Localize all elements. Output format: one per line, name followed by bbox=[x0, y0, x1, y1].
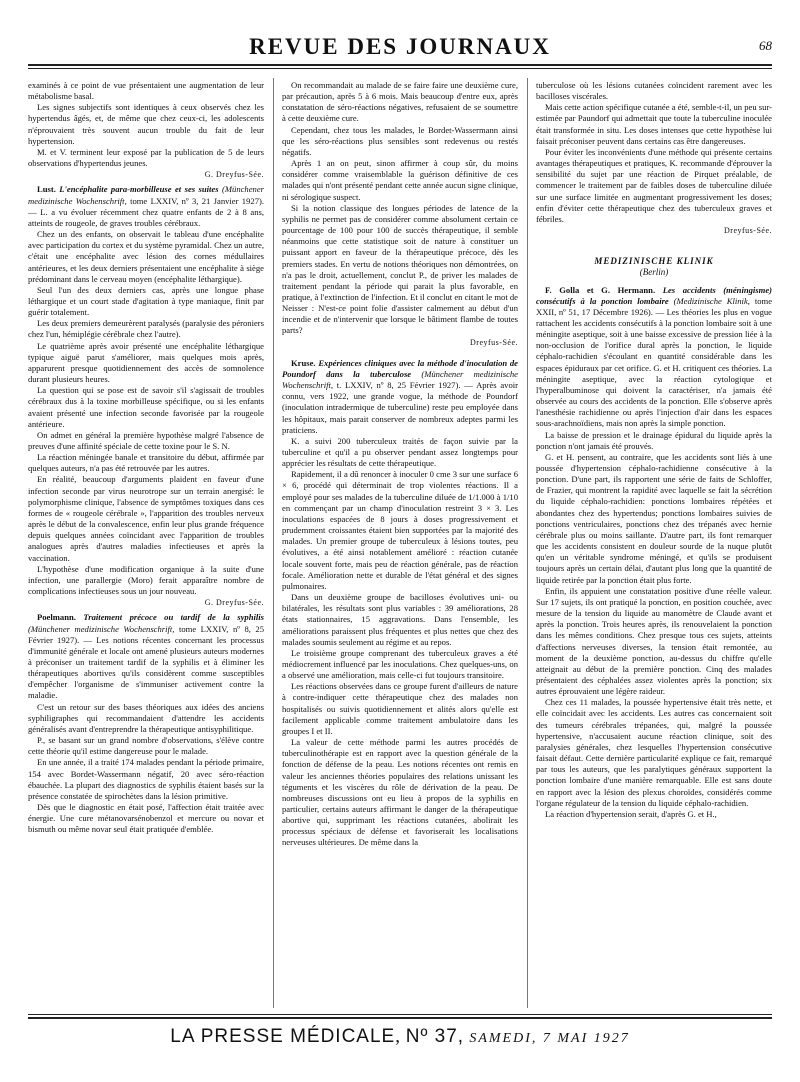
article-journal: (Münchener medizinische Wochenschrift, bbox=[28, 184, 264, 206]
paragraph: M. et V. terminent leur exposé par la publication de 5 de leurs observations d'hypertendus jeunes. bbox=[28, 146, 264, 169]
publication-name: LA PRESSE MÉDICALE bbox=[170, 1026, 396, 1047]
paragraph: Cependant, chez tous les malades, le Bordet-Wassermann ainsi que les séro-réactions plus sensibles sont redevenus ou restés négatifs. bbox=[282, 124, 518, 157]
paragraph: La baisse de pression et le drainage épidural du liquide après la ponction n'ont jamais été prouvés. bbox=[536, 429, 772, 451]
paragraph: Les signes subjectifs sont identiques à ceux observés chez les hypertendus âgés, et, de même que chez ceux-ci, les adolescents n'éprouvaient très souvent aucun trouble du fait de leur hypertension. bbox=[28, 102, 264, 146]
article-title: Expériences cliniques avec la méthode d'inoculation de Poundorf dans la tuberculose bbox=[282, 357, 518, 379]
column-divider bbox=[273, 78, 274, 1008]
footer-rule bbox=[28, 1017, 772, 1019]
column-divider bbox=[527, 78, 528, 1008]
paragraph: tuberculose où les lésions cutanées coïncident rarement avec les bacilloses viscérales. bbox=[536, 80, 772, 102]
paragraph: Le troisième groupe comprenant des tuberculeux graves a été médiocrement influencé par les inoculations. Chez quelques-uns, on a observé une amélioration, mais celle-ci fut toujours transitoire. bbox=[282, 647, 518, 681]
signature: Dreyfus-Sée. bbox=[724, 226, 772, 236]
paragraph: K. a suivi 200 tuberculeux traités de façon suivie par la tuberculine et qu'il a pu observer pendant assez longtemps pour apprécier les résultats de cette thérapeutique. bbox=[282, 435, 518, 469]
article-author: Kruse. bbox=[291, 357, 316, 368]
paragraph: Si la notion classique des longues périodes de latence de la syphilis ne permet pas de considérer comme absolument certain ce pourcentage de 100 pour 100 de succès thérapeutique, il semble néanmoins que cette statistique soit de nature à constituer un puissant apport en faveur de la thérapeutique précoce, dès les premiers stades. En vertu de notions théoriques non démontrées, on n'a pas le droit, actuellement, conclut P., de priver les malades de traitement pendant la période qui parait la plus favorable, en pratique, à l'extinction de l'infection. Et il conclut en citant le mot de Neisser : N'est-ce point folie d'assister calmement au début d'un incendie et de n'intervenir que lorsque le bâtiment flambe de toutes parts? bbox=[282, 202, 518, 336]
paragraph: Dès que le diagnostic en était posé, l'affection était traitée avec énergie. Une cure métanovarsénobenzol et mercure ou novar et bismuth ou même novar seul était pratiquée d'emblée. bbox=[28, 802, 264, 835]
paragraph: Le quatrième après avoir présenté une encéphalite léthargique typique aiguë parut s'améliorer, mais quelques mois après, apparurent presque quotidiennement des accès de somnolence durant plusieurs heures. bbox=[28, 340, 264, 385]
running-header bbox=[28, 34, 772, 64]
signature: Dreyfus-Sée. bbox=[470, 337, 518, 347]
column-2 bbox=[282, 80, 518, 1008]
article-lead bbox=[28, 184, 264, 229]
paragraph: Les deux premiers demeurèrent paralysés (paralysie des péroniers chez l'un, hémiplégie cérébrale chez l'autre). bbox=[28, 318, 264, 340]
article-author: F. Golla et G. Hermann. bbox=[545, 284, 656, 295]
header-rule bbox=[28, 64, 772, 66]
article-lead bbox=[536, 285, 772, 430]
column-3 bbox=[536, 80, 772, 1008]
article-lead bbox=[282, 358, 518, 436]
signature: G. Dreyfus-Sée. bbox=[204, 170, 264, 180]
paragraph: La valeur de cette méthode parmi les autres procédés de tuberculinothérapie est en rapport avec la question générale de la fonction de défense de la peau. Les notions récentes ont remis en valeur les anciennes théories populaires des relations unissant les téguments et les viscères du rôle de dérivation de la peau. De nombreuses discussions ont eu lieu à propos de la syphilis en particulier, certains auteurs affirmant le danger de la thérapeutique abortive qui, supprimant les réactions cutanées, abolirait les processus spéciaux de défense et favoriserait les localisations nerveuses ultérieures. De même dans la bbox=[282, 737, 518, 848]
section-title: MEDIZINISCHE KLINIK bbox=[594, 256, 714, 267]
article-journal: (Medizinische Klinik, bbox=[673, 295, 750, 306]
issue-date: SAMEDI, 7 MAI 1927 bbox=[469, 1031, 630, 1046]
paragraph: Les réactions observées dans ce groupe furent d'ailleurs de nature à contre-indiquer cette thérapeutique chez des malades non hospitalisés ou suivis quotidiennement et alités alors qu'elle est facilement applicable comme traitement ambulatoire dans les groupes I et II. bbox=[282, 681, 518, 736]
spacer bbox=[536, 240, 772, 246]
footer-rule-thin bbox=[28, 1014, 772, 1015]
column-1 bbox=[28, 80, 264, 1008]
article-title: Les accidents (méningisme) consécutifs à la ponction lombaire bbox=[536, 284, 772, 306]
section-subtitle: (Berlin) bbox=[639, 267, 669, 278]
article-journal: (Münchener medizinische Wochenschrift, bbox=[282, 368, 518, 391]
paragraph: Enfin, ils appuient une constatation positive d'une réelle valeur. Sur 17 sujets, ils ont pratiqué la ponction, en position couchée, avec mesure de la tension du liquide au manomètre de Claude avant et après la ponction. Trois heures après, ils renouvelaient la ponction dans les mêmes conditions. Chez presque tous ces sujets, atteints d'affections nerveuses diverses, la tension était remontée, au moment de la deuxième ponction, au-dessus du chiffre qu'elle atteignait au début de la première ponction. Cinq des malades présentaient des céphalées assez violentes après la ponction; six autres éprouvaient une légère raideur. bbox=[536, 585, 772, 697]
paragraph: G. et H. pensent, au contraire, que les accidents sont liés à une poussée d'hypertension céphalo-rachidienne consécutive à la ponction. D'une part, ils rapportent une série de faits de Schloffer, de Frazier, qui montrent la rapidité avec laquelle se fait la sécrétion du liquide céphalo-rachidien: ponctions lombaires répétées et abondantes chez des hypertendus; ponctions lombaires suivies de ponctions ventriculaires, ponctions chez des trépanés avec hernie cérébrale plus ou moins saillante. D'autre part, ils font remarquer que les accidents consistent en douleur sourde de la nuque plutôt qu'en un véritable syndrome méningé, et qu'ils se produisent toujours après un certain délai, d'autant plus long que la quantité de liquide retirée par la ponction était plus forte. bbox=[536, 451, 772, 585]
article-author: Poelmann. bbox=[37, 612, 76, 623]
paragraph: En réalité, beaucoup d'arguments plaident en faveur d'une infection seconde par virus neurotrope sur un terrain anergisé: le polymorphisme clinique, l'absence de symptômes toxiques dans ces formes de « rougeole cérébrale », l'apparition des troubles nerveux après le début de la convalescence, enfin leur plus grande fréquence depuis quelques années coïncidant avec l'apparition de troubles analogues après d'autres maladies infectieuses et après la vaccination. bbox=[28, 474, 264, 563]
paragraph: On admet en général la première hypothèse malgré l'absence de preuves d'une affinité spéciale de cette toxine pour le S. N. bbox=[28, 429, 264, 451]
signature: G. Dreyfus-Sée. bbox=[204, 598, 264, 608]
paragraph: La question qui se pose est de savoir s'il s'agissait de troubles cérébraux dus à la toxine morbilleuse spécifique, ou si les enfants avaient présenté une infection seconde favorisée par la rougeole antérieure. bbox=[28, 385, 264, 429]
paragraph: Chez ces 11 malades, la poussée hypertensive était très nette, et elle coïncidait avec les accidents. Les autres cas concernaient soit des tumeurs cérébrales trépanées, qui, malgré la poussée hypertensive, n'accusaient aucune réaction clinique, soit des paralysies générales, chez lesquelles l'hypertension consécutive faisait défaut. Cette dernière particularité explique ce fait, remarqué par tous les auteurs, que les paralytiques généraux supportent la ponction lombaire d'une manière remarquable. Elle est sans doute en rapport avec la lésion des plexus choroïdes, considérés comme l'organe régulateur de la tension du liquide céphalo-rachidien. bbox=[536, 697, 772, 808]
paragraph: En une année, il a traité 174 malades pendant la période primaire, 154 avec Bordet-Wassermann négatif, 20 avec séro-réaction ébauchée. La plupart des diagnostics de syphilis étaient basés sur la présence constatée de spirochètes dans la lésion primitive. bbox=[28, 757, 264, 801]
paragraph: P., se basant sur un grand nombre d'observations, s'élève contre cette théorie qu'il estime dangereuse pour le malade. bbox=[28, 735, 264, 757]
paragraph: On recommandait au malade de se faire faire une deuxième cure, par précaution, après 5 à 6 mois. Mais beaucoup d'entre eux, après constatation de séro-réactions négatives, refusaient de se soumettre à cette deuxième cure. bbox=[282, 80, 518, 124]
paragraph: Chez un des enfants, on observait le tableau d'une encéphalite avec participation du cortex et du système pyramidal. Chez un autre, c'était une encéphalite avec lésion des cornes médullaires antérieures, et les deux derniers présentaient une encéphalite à siège prédominant dans le cerveau moyen (encéphalite léthargique). bbox=[28, 229, 264, 284]
paragraph: C'est un retour sur des bases théoriques aux idées des anciens syphiligraphes qui recommandaient d'attendre les accidents généralisés avant d'entreprendre la thérapeutique antisyphilitique. bbox=[28, 701, 264, 734]
issue-number: Nº 37, bbox=[405, 1026, 465, 1047]
paragraph: Mais cette action spécifique cutanée a été, semble-t-il, un peu sur-estimée par Paundorf qui admettait que toute la tuberculine inoculée était transformée in situ. Les doses intenses que cette hypothèse lui faisait préconiser peuvent dans certains cas être dangereuses. bbox=[536, 102, 772, 146]
article-text: tome LXXIV, nº 8, 25 Février 1927). — Les notions récentes concernant les processus d'immunité générale et locale ont amené plusieurs auteurs modernes à préconiser un traitement tardif de la syphilis et à éliminer les thérapeutiques abortives qu'ils considèrent comme susceptibles d'empêcher l'organisme de s'immuniser activement contre la maladie. bbox=[28, 623, 264, 701]
article-author: Lust. bbox=[37, 184, 56, 195]
paragraph: Dans un deuxième groupe de bacilloses évolutives uni- ou bilatérales, les résultats sont plus variables : 39 améliorations, 28 états stationnaires, 15 aggravations. Dans l'ensemble, les améliorations paraissent plus fréquentes et plus nettes que chez des malades soumis seulement au régime et au repos. bbox=[282, 592, 518, 647]
paragraph: Seul l'un des deux derniers cas, après une longue phase léthargique et un court stade d'agitation à type maniaque, finit par guérir totalement. bbox=[28, 284, 264, 318]
paragraph: Pour éviter les inconvénients d'une méthode qui présente certains avantages thérapeutiques et pratiques, K. recommande d'éprouver la sensibilité du sujet par une réaction de Pirquet préalable, de commencer le traitement par de faibles doses de tuberculine diluée sur une surface limitée en augmentant progressivement les doses; enfin d'éviter cette thérapeutique chez des tuberculeux graves et fébriles. bbox=[536, 146, 772, 224]
paragraph: L'hypothèse d'une modification organique à la suite d'une infection, une parallergie (Moro) ferait apparaître nombre de complications infectieuses sous un jour nouveau. bbox=[28, 563, 264, 597]
article-text: tome XXII, nº 51, 17 Décembre 1926). — Les théories les plus en vogue rattachent les accidents consécutifs à la ponction lombaire soit à une méningite aseptique, soit à une baisse excessive de pression liée à la non-occlusion de l'orifice dural après la ponction, le liquide céphalo-rachidien s'écoulant en quantité considérable dans les espaces épiduraux par cet orifice. G. et H. critiquent ces théories. La méningite aseptique, avec la réaction cytologique et l'hyperalbuminose qui doivent la caractériser, n'a jamais été observée au cours des accidents de la ponction. Elle s'observe après l'anesthésie rachidienne ou après l'injection d'air dans les espaces sous-arachnoïdiens, mais non après la simple ponction. bbox=[536, 295, 772, 429]
article-title: L'encéphalite para-morbilleuse et ses suites bbox=[59, 184, 219, 195]
paragraph: Après 1 an on peut, sinon affirmer à coup sûr, du moins considérer comme vraisemblable la guérison définitive de ces malades qui n'ont présenté pendant cette année aucun signe clinique, ni sérologique suspect. bbox=[282, 158, 518, 202]
paragraph: La réaction d'hypertension serait, d'après G. et H., bbox=[545, 808, 717, 819]
journal-section-title: REVUE DES JOURNAUX bbox=[249, 34, 551, 59]
paragraph: examinés à ce point de vue présentaient une augmentation de leur métabolisme basal. bbox=[28, 80, 264, 102]
article-title: Traitement précoce ou tardif de la syphilis bbox=[83, 612, 264, 623]
article-text: tome LXXIV, nº 3, 21 Janvier 1927). — L. a vu évoluer récemment chez quatre enfants de 2 à 8 ans, atteints de rougeole, de graves troubles cérébraux. bbox=[28, 195, 264, 228]
paragraph: La réaction méningée banale et transitoire du début, affirmée par quelques auteurs, n'a pas été retrouvée par les autres. bbox=[28, 452, 264, 474]
page-footer: LA PRESSE MÉDICALE, Nº 37, SAMEDI, 7 MAI 1927 bbox=[170, 1026, 630, 1047]
article-journal: (Münchener medizinische Wochenschrift, bbox=[28, 623, 175, 634]
paragraph: Rapidement, il a dû renoncer à inoculer 0 cme 3 sur une surface 6 × 6, procédé qui déterminait de trop violentes réactions. Il a employé pour ses malades de la tuberculine diluée de 1/1.000 à 1/10 en commençant par un champ d'inoculation restreint 3 × 3. Les inoculations espacées de 8 jours à doses progressivement et prudemment croissantes étaient bien supportées par la majorité des malades. Un premier groupe de tuberculeux à lésions toutes, peu évolutives, a été ainsi notablement amélioré : réaction cutanée locale souvent forte, mais peu de réaction générale, pas de réaction focale. Amélioration nette et durable de l'état général et des signes pulmonaires. bbox=[282, 469, 518, 591]
article-text: t. LXXIV, nº 8, 25 Février 1927). — Après avoir connu, vers 1922, une grande vogue, la méthode de Poundorf (inoculation intradermique de tuberculine) reste peu employée dans les hôpitaux, mais parait conserver de nombreux adeptes parmi les praticiens. bbox=[282, 380, 518, 435]
page-number: 68 bbox=[759, 38, 772, 53]
article-lead bbox=[28, 612, 264, 701]
header-rule-thin bbox=[28, 68, 772, 69]
